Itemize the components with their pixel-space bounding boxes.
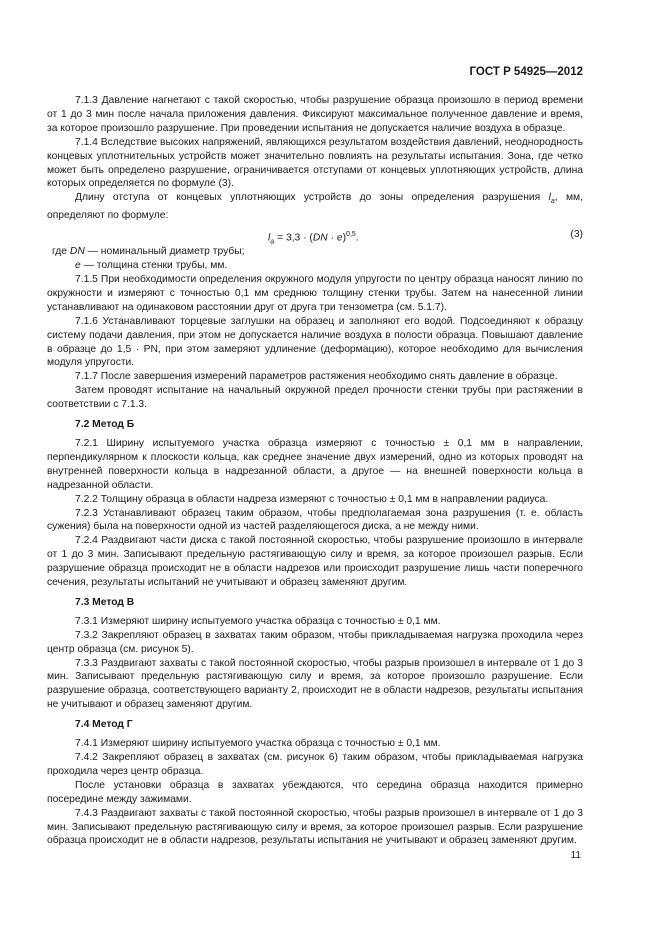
clause-7-4-2: 7.4.2 Закрепляют образец в захватах (см. рисунок 6) таким образом, чтобы прикладываемая нагрузка проходила через центр образца. [47,752,583,777]
formula-expression: $l_a = 3,3 \cdot (DN \cdot e)^{0,5}$. [268,231,359,246]
clause-7-2-1: 7.2.1 Ширину испытуемого участка образца измеряют с точностью ± 0,1 мм в направлении, перпендикулярном к плоскости кольца, как среднее значение двух измерений, одно из которых проводят на внутренней поверхности кольца в надрезанной области, а другое — на внешней поверхности кольца в надрезанной области. [47,437,583,491]
formula-3 [47,225,583,245]
section-heading-7-3: 7.3 Метод В [75,596,135,608]
clause-7-2-2: 7.2.2 Толщину образца в области надреза измеряют с точностью ± 0,1 мм в направлении радиуса. [75,493,549,505]
clause-7-4-3: 7.4.3 Раздвигают захваты с такой постоянной скоростью, чтобы разрыв произошел в интервале от 1 до 3 мин. Записывают предельную растягивающую силу и время, за которое произошел разрыв. Если разрушение образца происходит не в области надрезов, результаты испытания не учитывают и образец заменяют другим. [47,807,583,847]
section-heading-7-2: 7.2 Метод Б [75,419,135,431]
clause-7-4-2-continuation: После установки образца в захватах убеждаются, что середина образца находится примерно посередине между зажимами. [47,779,583,805]
document-body [47,94,583,848]
clause-7-3-2: 7.3.2 Закрепляют образец в захватах таким образом, чтобы прикладываемая нагрузка проходила через центр образца (см. рисунок 5). [47,629,583,655]
clause-7-2-3: 7.2.3 Устанавливают образец таким образом, чтобы предполагаемая зона разрушения (т. е. область сужения) была на поверхности одной из частей разделяющегося диска, а не между ними. [47,507,583,533]
clause-7-4-1: 7.4.1 Измеряют ширину испытуемого участка образца с точностью ± 0,1 мм. [75,738,441,750]
clause-7-1-4: 7.1.4 Вследствие высоких напряжений, являющихся результатом воздействия давлений, неоднородность концевых уплотнительных устройств может значительно повлиять на результаты испытания. Зона, где четко может быть определено разрушение, ограничивается отступами от концевых уплотняющих устройств, длина которых определяется по формуле (3). [47,136,583,190]
clause-7-2-4: 7.2.4 Раздвигают части диска с такой постоянной скоростью, чтобы разрушение произошло в интервале от 1 до 3 мин. Записывают предельную растягивающую силу и время, за которое произошел разрыв. Если разрушение образца происходит не в области надрезов или происходит разрушение лишь части поперечного сечения, результаты испытаний не учитывают и образец заменяют другим. [47,535,583,589]
clause-7-1-5: 7.1.5 При необходимости определения окружного модуля упругости по центру образца наносят линию по окружности и измеряют с точностью 0,1 мм среднюю толщину стенки трубы. Затем на нанесенной линии устанавливают на одинаковом расстоянии друг от друга три тензометра (см. 5.1.7). [47,274,583,313]
clause-7-1-7-continuation: Затем проводят испытание на начальный окружной предел прочности стенки трубы при растяжении в соответствии с 7.1.3. [47,385,583,411]
formula-number: (3) [570,229,583,241]
section-heading-7-4: 7.4 Метод Г [75,719,133,731]
clause-7-3-1: 7.3.1 Измеряют ширину испытуемого участка образца с точностью ± 0,1 мм. [75,615,441,627]
clause-7-1-6: 7.1.6 Устанавливают торцевые заглушки на образец и заполняют его водой. Подсоединяют к образцу систему подачи давления, при этом не допускается наличие воздуха в полости образца. Повышают давление в образце до 1,5 · PN, при этом замеряют удлинение (деформацию), которое необходимо для вычисления модуля упругости. [47,315,583,369]
clause-7-1-4-offset-length: Длину отступа от концевых уплотняющих устройств до зоны определения разрушения $l_a$, мм, определяют по формуле: [47,192,583,222]
clause-7-3-3: 7.3.3 Раздвигают захваты с такой постоянной скоростью, чтобы разрыв произошел в интервале от 1 до 3 мин. Записывают предельную растягивающую силу и время, за которое произошло разрушение. Если разрушение образца, соответствующего варианту 2, происходит не в области надрезов, результаты испытания не учитывают и образец заменяют другим. [47,657,583,711]
clause-7-1-7: 7.1.7 После завершения измерений параметров растяжения необходимо снять давление в образце. [75,371,558,383]
clause-7-1-3: 7.1.3 Давление нагнетают с такой скоростью, чтобы разрушение образца произошло в период времени от 1 до 3 мин после начала приложения давления. Фиксируют максимальное полученное давление и время, за которое произошло разрушение. При проведении испытания не допускается наличие воздуха в образце. [47,95,583,134]
page-number: 11 [570,850,581,861]
document-header: ГОСТ Р 54925—2012 [469,66,583,78]
definition-e: e — толщина стенки трубы, мм. [75,260,228,272]
definition-dn: где DN — номинальный диаметр трубы; [52,246,245,258]
